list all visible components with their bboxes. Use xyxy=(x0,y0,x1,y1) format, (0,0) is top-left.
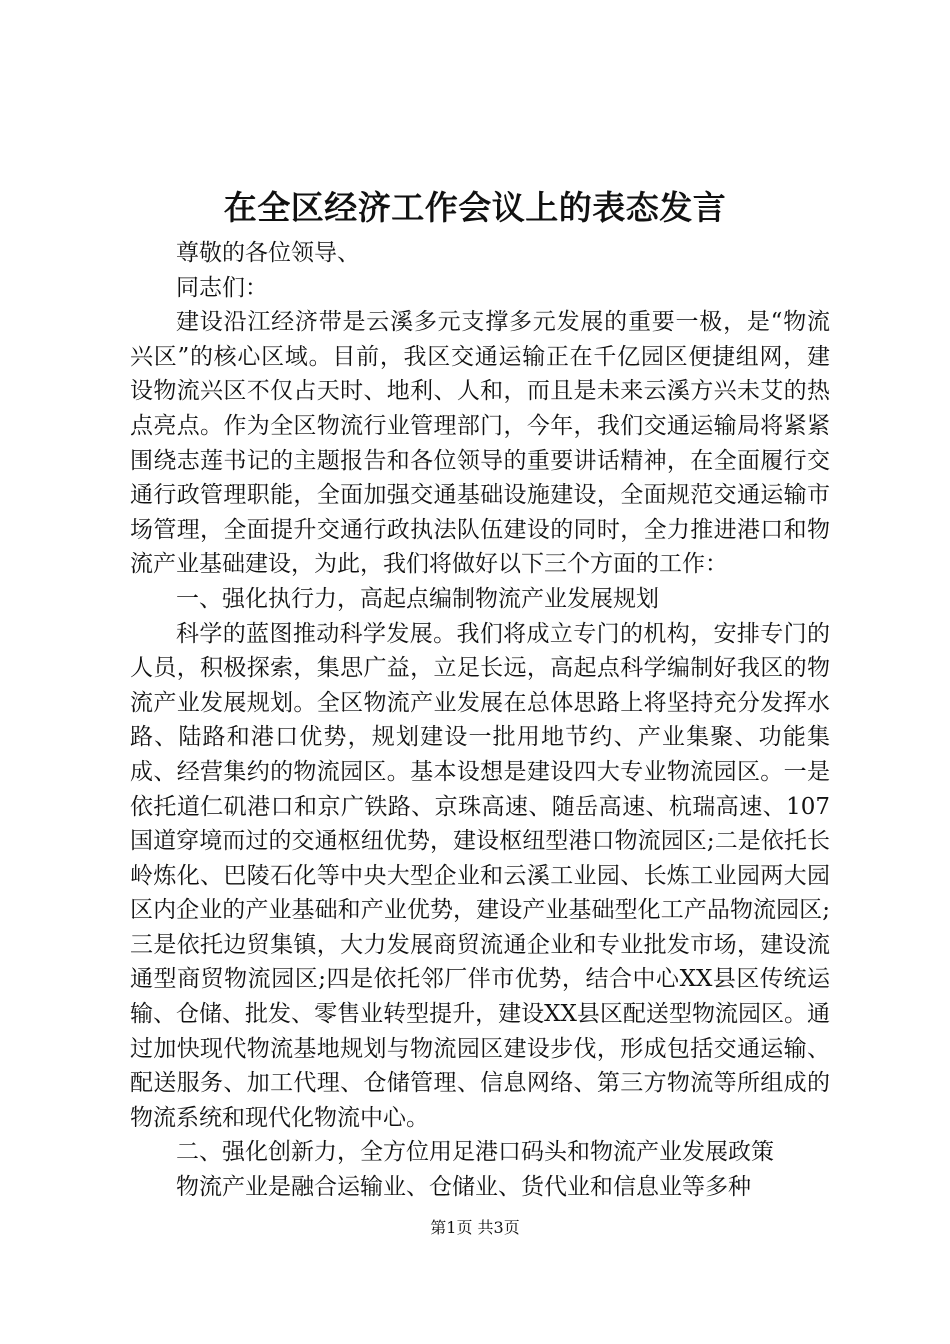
section-heading: 一、强化执行力，高起点编制物流产业发展规划 xyxy=(176,585,659,612)
document-title: 在全区经济工作会议上的表态发言 xyxy=(223,188,727,227)
body-paragraph: 科学的蓝图推动科学发展。我们将成立专门的机构，安排专门的人员，积极探索，集思广益，立足长远，高起点科学编制好我区的物流产业发展规划。全区物流产业发展在总体思路上将坚持充分发挥水路、陆路和港口优势，规划建设一批用地节约、产业集聚、功能集成、经营集约的物流园区。基本设想是建设四大专业物流园区。一是依托道仁矶港口和京广铁路、京珠高速、随岳高速、杭瑞高速、107国道穿境而过的交通枢纽优势，建设枢纽型港口物流园区;二是依托长岭炼化、巴陵石化等中央大型企业和云溪工业园、长炼工业园两大园区内企业的产业基础和产业优势，建设产业基础型化工产品物流园区;三是依托边贸集镇，大力发展商贸流通企业和专业批发市场，建设流通型商贸物流园区;四是依托邻厂伴市优势，结合中心XX县区传统运输、仓储、批发、零售业转型提升，建设XX县区配送型物流园区。通过加快现代物流基地规划与物流园区建设步伐，形成包括交通运输、配送服务、加工代理、仓储管理、信息网络、第三方物流等所组成的物流系统和现代化物流中心。 xyxy=(130,620,830,1131)
page-footer: 第1页 共3页 xyxy=(430,1218,520,1237)
body-paragraph: 物流产业是融合运输业、仓储业、货代业和信息业等多种 xyxy=(176,1174,751,1201)
body-paragraph: 建设沿江经济带是云溪多元支撑多元发展的重要一极，是“物流兴区”的核心区域。目前，我区交通运输正在千亿园区便捷组网，建设物流兴区不仅占天时、地利、人和，而且是未来云溪方兴未艾的热点亮点。作为全区物流行业管理部门，今年，我们交通运输局将紧紧围绕志莲书记的主题报告和各位领导的重要讲话精神，在全面履行交通行政管理职能，全面加强交通基础设施建设，全面规范交通运输市场管理，全面提升交通行政执法队伍建设的同时，全力推进港口和物流产业基础建设，为此，我们将做好以下三个方面的工作： xyxy=(130,309,830,578)
salutation-line: 同志们： xyxy=(176,274,268,301)
document-body xyxy=(130,236,830,1205)
section-heading: 二、强化创新力，全方位用足港口码头和物流产业发展政策 xyxy=(176,1139,774,1166)
salutation-line: 尊敬的各位领导、 xyxy=(176,240,360,266)
